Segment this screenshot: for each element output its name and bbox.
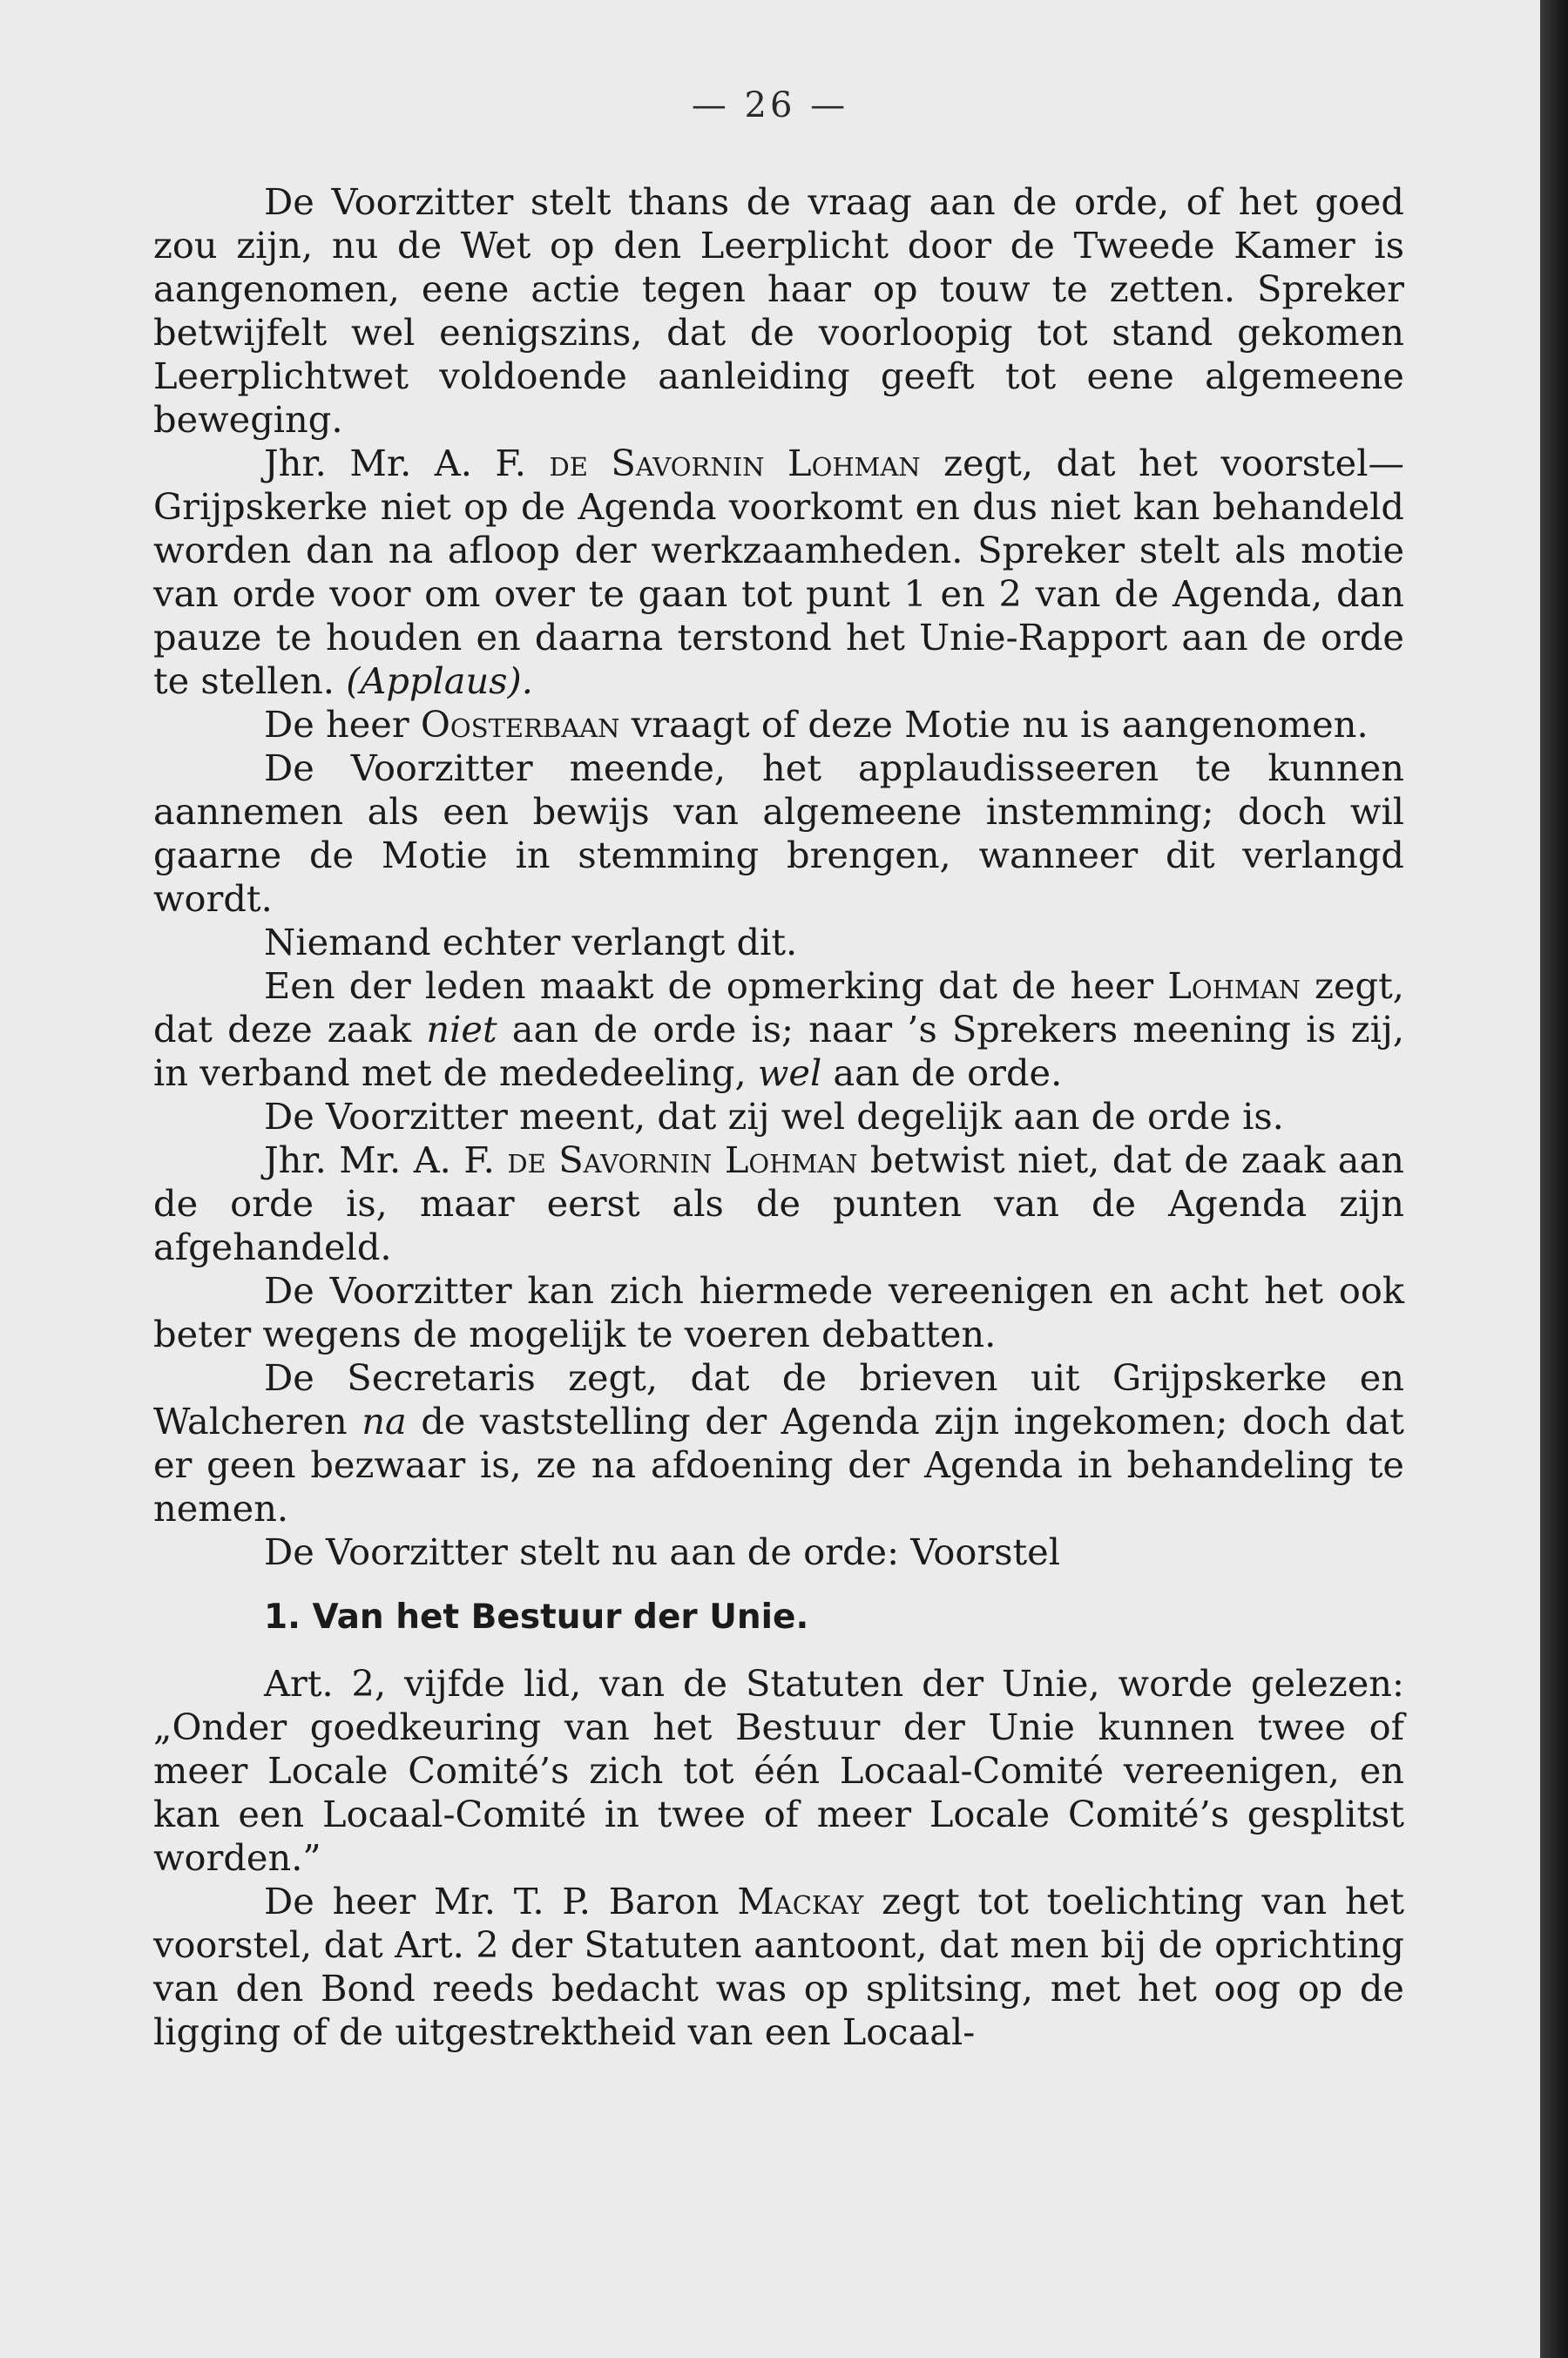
paragraph: De Voorzitter meende, het applaudisseeren te kunnen aannemen als een bewijs van algemeene instemming; doch wil gaarne de Motie in stemming brengen, wanneer dit verlangd wordt.	[153, 747, 1404, 920]
stage-note: (Applaus).	[335, 659, 533, 702]
paragraph: De Secretaris zegt, dat de brieven uit Grijpskerke en Walcheren na de vaststelling der Agenda zijn ingekomen; doch dat er geen bezwaar is, ze na afdoening der Agenda in behandeling te nemen.	[153, 1356, 1404, 1530]
paragraph: Een der leden maakt de opmerking dat de heer Lohman zegt, dat deze zaak niet aan de orde is; naar ’s Sprekers meening is zij, in verband met de mededeeling, wel aan de orde.	[153, 964, 1405, 1094]
paragraph: De Voorzitter stelt nu aan de orde: Voorstel	[264, 1530, 1061, 1573]
page-edge-shadow	[1540, 0, 1568, 2358]
body-text	[153, 180, 1404, 2054]
paragraph: Jhr. Mr. A. F. de Savornin Lohman zegt, dat het voorstel—Grijpskerke niet op de Agenda voorkomt en dus niet kan behandeld worden dan na afloop der werkzaamheden. Spreker stelt als motie van orde voor om over te gaan tot punt 1 en 2 van de Agenda, dan pauze te houden en daarna terstond het Unie-Rapport aan de orde te stellen. (Applaus).	[153, 442, 1404, 702]
speaker-name: Oosterbaan	[420, 703, 620, 746]
paragraph: De Voorzitter kan zich hiermede vereenigen en acht het ook beter wegens de mogelijk te voeren debatten.	[153, 1269, 1404, 1355]
section-heading: 1. Van het Bestuur der Unie.	[264, 1598, 809, 1637]
page-number: — 26 —	[691, 85, 849, 125]
paragraph: Niemand echter verlangt dit.	[264, 921, 798, 963]
speaker-name: de Savornin Lohman	[549, 442, 921, 484]
speaker-name: de Savornin Lohman	[507, 1138, 858, 1181]
speaker-name: Mackay	[737, 1880, 864, 1922]
paragraph: Art. 2, vijfde lid, van de Statuten der Unie, worde gelezen: „Onder goedkeuring van het Bestuur der Unie kunnen twee of meer Locale Comité’s zich tot één Locaal-Comité vereenigen, en kan een Locaal-Comité in twee of meer Locale Comité’s gesplitst worden.”	[153, 1662, 1404, 1879]
paragraph: De heer Oosterbaan vraagt of deze Motie nu is aangenomen.	[264, 703, 1369, 746]
speaker-name: Lohman	[1167, 964, 1301, 1007]
paragraph: De Voorzitter meent, dat zij wel degelijk aan de orde is.	[264, 1095, 1284, 1138]
paragraph: De Voorzitter stelt thans de vraag aan de orde, of het goed zou zijn, nu de Wet op den Leerplicht door de Tweede Kamer is aangenomen, eene actie tegen haar op touw te zetten. Spreker betwijfelt wel eenigszins, dat de voorloopig tot stand gekomen Leerplichtwet voldoende aanleiding geeft tot eene algemeene beweging.	[153, 180, 1404, 441]
paragraph: Jhr. Mr. A. F. de Savornin Lohman betwist niet, dat de zaak aan de orde is, maar eerst als de punten van de Agenda zijn afgehandeld.	[153, 1138, 1405, 1268]
paragraph: De heer Mr. T. P. Baron Mackay zegt tot toelichting van het voorstel, dat Art. 2 der Statuten aantoont, dat men bij de oprichting van den Bond reeds bedacht was op splitsing, met het oog op de ligging of de uitgestrektheid van een Locaal-	[153, 1880, 1405, 2053]
